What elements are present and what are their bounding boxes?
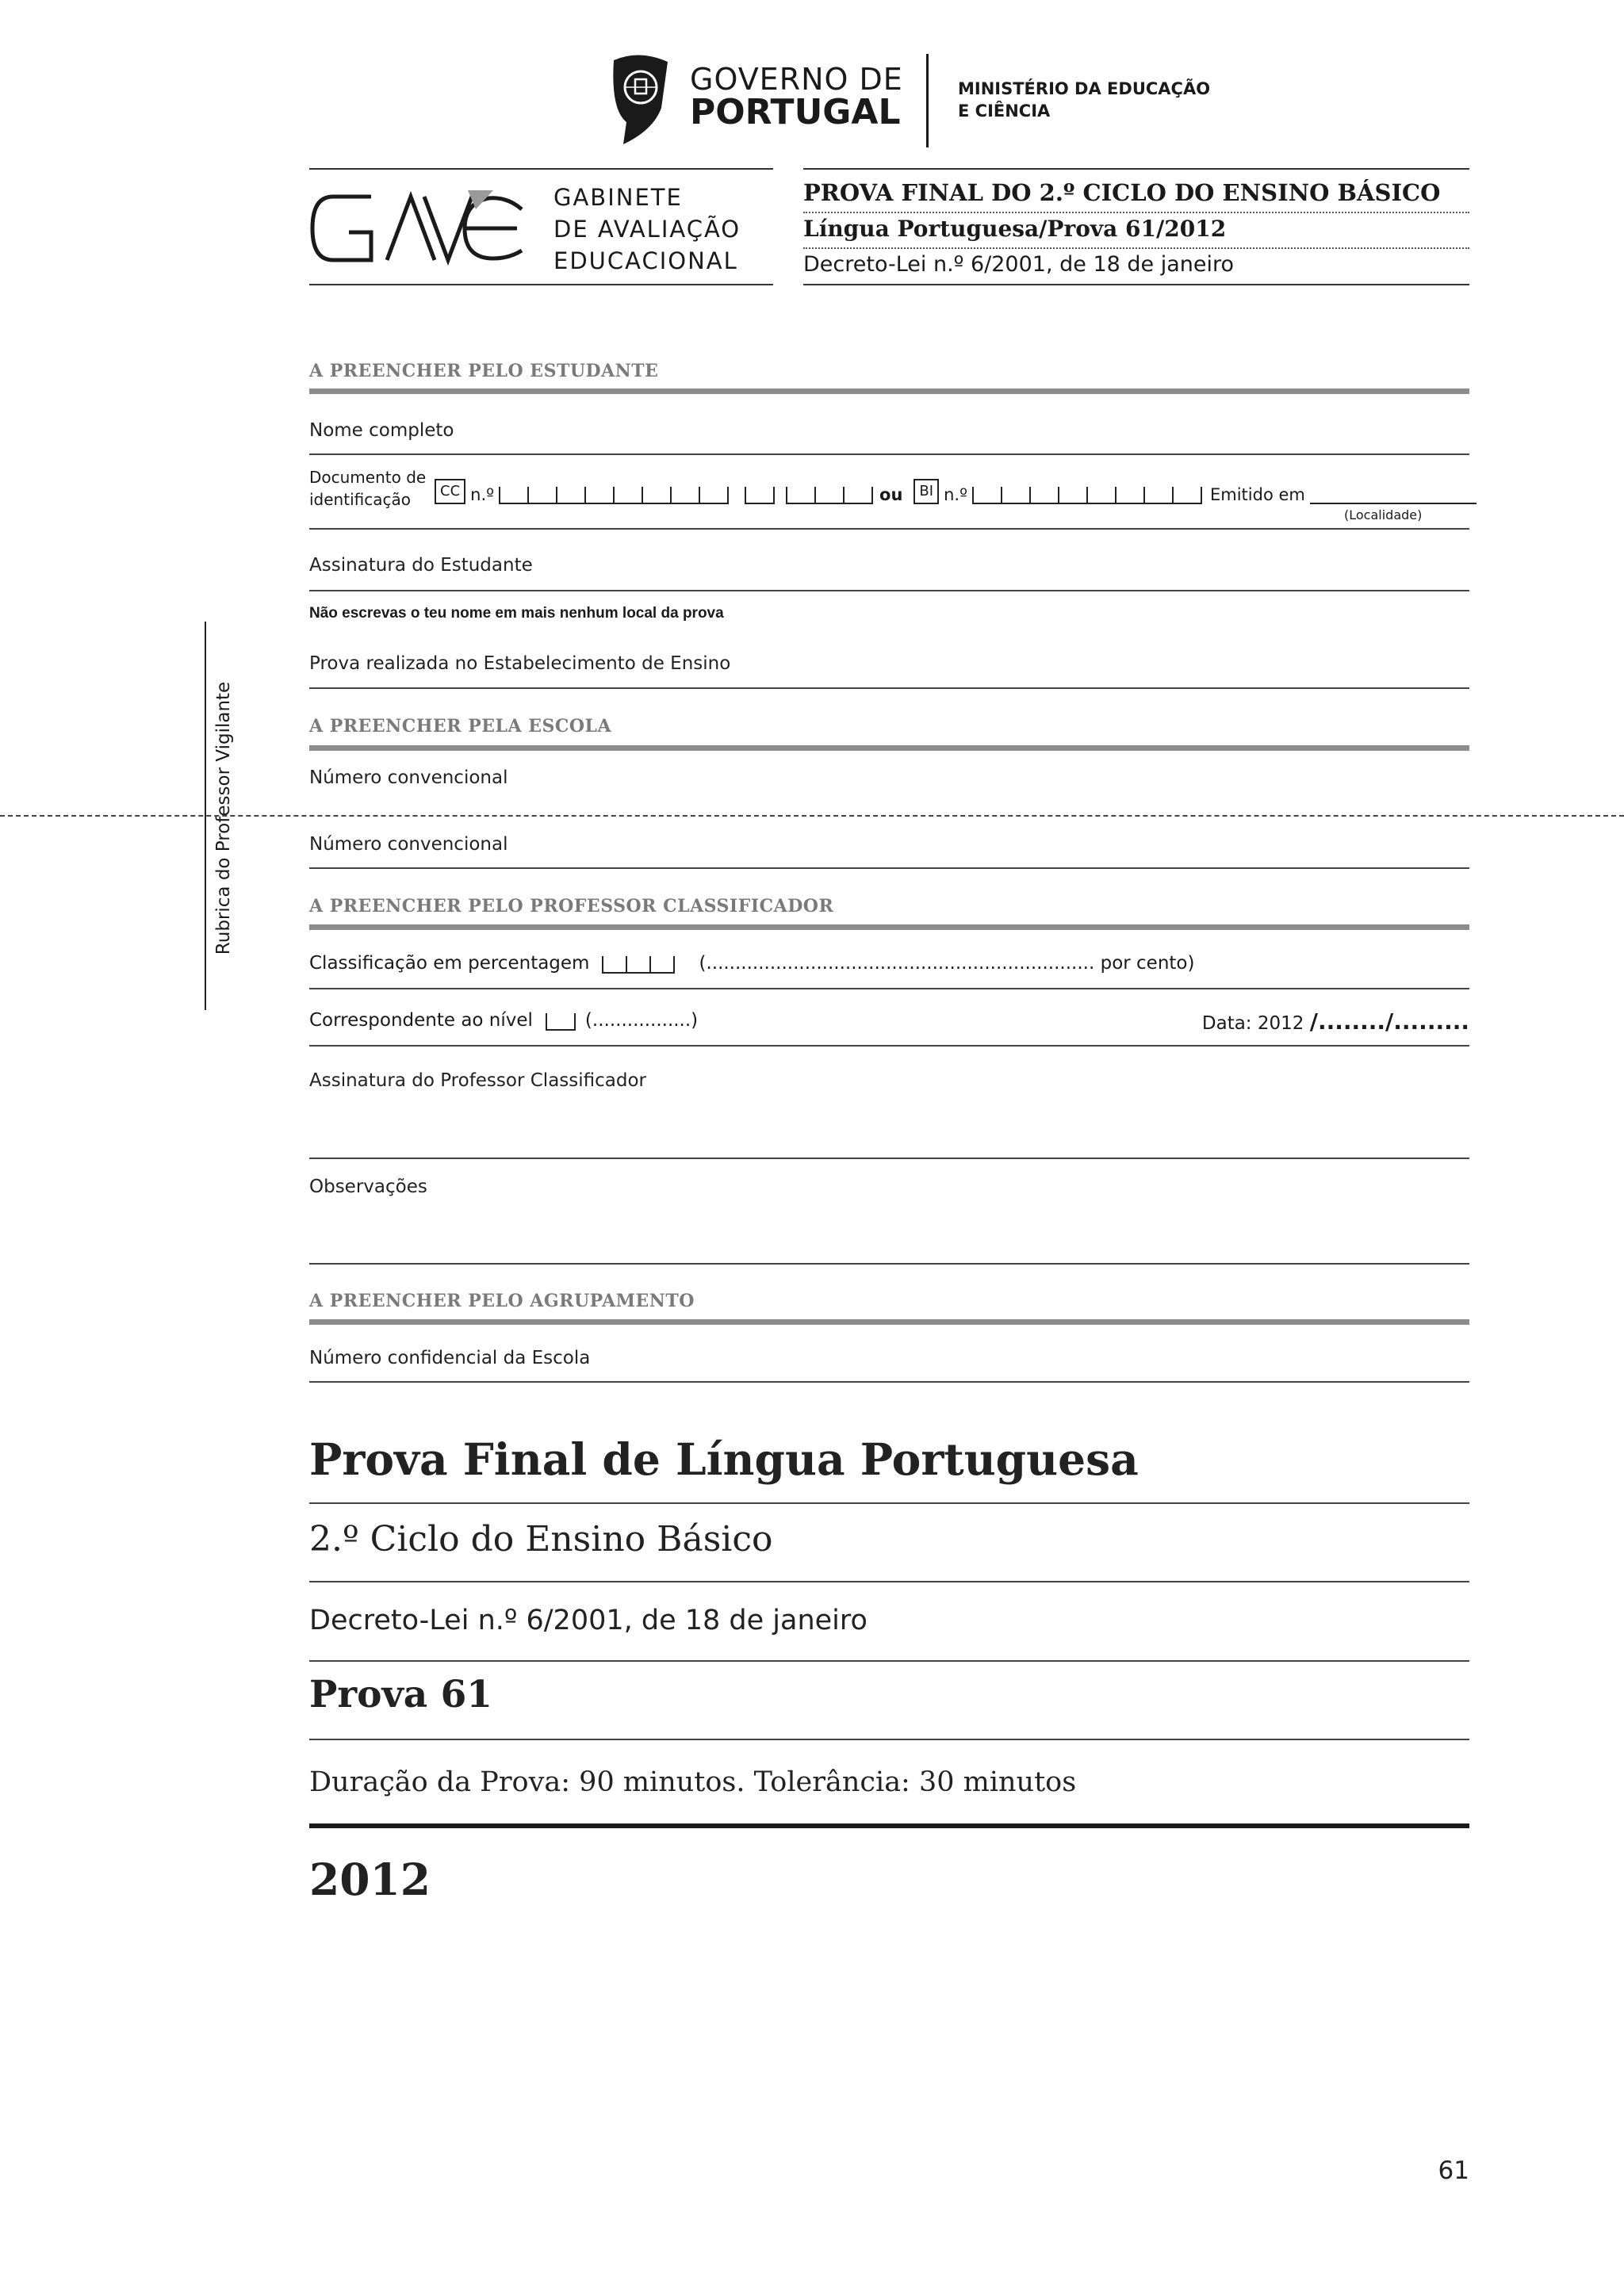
portugal-emblem-icon xyxy=(606,52,672,147)
exam-header-title: PROVA FINAL DO 2.º CICLO DO ENSINO BÁSICO xyxy=(803,179,1441,206)
section-title-student: A PREENCHER PELO ESTUDANTE xyxy=(309,361,659,381)
section-bar-student xyxy=(309,388,1469,394)
grader-signature-field[interactable] xyxy=(309,1158,1469,1159)
observations-field[interactable] xyxy=(309,1263,1469,1265)
gov-title-line1: GOVERNO DE xyxy=(690,62,903,97)
exam-header-decree: Decreto-Lei n.º 6/2001, de 18 de janeiro xyxy=(803,252,1235,277)
cover-duration: Duração da Prova: 90 minutos. Tolerância: 30 minutos xyxy=(309,1766,1077,1798)
gave-text-line1: GABINETE xyxy=(553,184,683,211)
issued-in-label: Emitido em xyxy=(1209,485,1305,504)
exam-dotted-1 xyxy=(803,212,1469,213)
exam-top-rule xyxy=(803,168,1469,170)
full-name-label: Nome completo xyxy=(309,420,454,441)
exam-bottom-rule xyxy=(803,284,1469,285)
ministry-line1: MINISTÉRIO DA EDUCAÇÃO xyxy=(958,79,1211,98)
conventional-number-2-label: Número convencional xyxy=(309,834,508,855)
date-label: Data: 2012 xyxy=(1201,1013,1304,1034)
cc-box[interactable]: CC xyxy=(435,479,465,504)
cover-rule-thick xyxy=(309,1823,1469,1828)
school-field[interactable] xyxy=(309,687,1469,689)
full-name-field[interactable] xyxy=(309,453,1469,455)
gave-logo-icon xyxy=(309,189,525,268)
percentage-words[interactable]: (................................................................... por cento) xyxy=(699,953,1195,974)
confidential-number-field[interactable] xyxy=(309,1381,1469,1383)
percentage-row xyxy=(309,953,1194,974)
cc-number-label: n.º xyxy=(470,485,495,504)
exam-header-subject: Língua Portuguesa/Prova 61/2012 xyxy=(803,216,1227,242)
doc-label-line2: identificação xyxy=(309,490,411,509)
level-box[interactable] xyxy=(546,1013,576,1031)
observations-label: Observações xyxy=(309,1177,427,1197)
cut-line xyxy=(0,815,1624,817)
doc-label-line1: Documento de xyxy=(309,468,427,487)
gave-logo xyxy=(309,189,525,268)
page-number: 61 xyxy=(1438,2156,1469,2185)
cover-rule-1 xyxy=(309,1502,1469,1504)
date-row xyxy=(1202,1008,1469,1035)
confidential-number-label: Número confidencial da Escola xyxy=(309,1348,591,1368)
bi-number-label: n.º xyxy=(944,485,967,504)
student-signature-label: Assinatura do Estudante xyxy=(309,555,533,576)
ministry-line2: E CIÊNCIA xyxy=(958,101,1051,121)
section-bar-group xyxy=(309,1319,1469,1325)
gave-text-line2: DE AVALIAÇÃO xyxy=(553,216,741,243)
level-words[interactable]: (.................) xyxy=(584,1010,699,1031)
cc-check-boxes-2[interactable] xyxy=(786,487,873,504)
percentage-label: Classificação em percentagem xyxy=(309,953,590,974)
cover-title: Prova Final de Língua Portuguesa xyxy=(309,1433,1139,1485)
conventional-number-rule[interactable] xyxy=(309,867,1469,869)
gov-title-line2: PORTUGAL xyxy=(690,92,901,132)
section-title-group: A PREENCHER PELO AGRUPAMENTO xyxy=(309,1291,695,1311)
or-label: ou xyxy=(879,485,903,504)
gave-top-rule xyxy=(309,168,773,170)
issued-in-field[interactable] xyxy=(1310,487,1477,504)
student-signature-field[interactable] xyxy=(309,590,1469,591)
gave-bottom-rule xyxy=(309,284,773,285)
date-fill[interactable]: /......../......... xyxy=(1309,1008,1469,1035)
cover-decree: Decreto-Lei n.º 6/2001, de 18 de janeiro xyxy=(309,1605,868,1636)
cover-rule-4 xyxy=(309,1739,1469,1740)
section-bar-grader xyxy=(309,924,1469,930)
percentage-boxes[interactable] xyxy=(602,956,675,974)
cc-check-boxes-1[interactable] xyxy=(745,487,775,504)
document-id-row xyxy=(435,479,1477,504)
school-label: Prova realizada no Estabelecimento de Ensino xyxy=(309,653,731,674)
bi-number-boxes[interactable] xyxy=(972,487,1202,504)
cover-exam-number: Prova 61 xyxy=(309,1673,492,1716)
side-label-vigilante: Rubrica do Professor Vigilante xyxy=(213,681,234,955)
conventional-number-label: Número convencional xyxy=(309,767,508,788)
level-rule xyxy=(309,1045,1469,1047)
gov-logo xyxy=(606,52,672,147)
doc-id-rule xyxy=(309,528,1469,530)
cover-year: 2012 xyxy=(309,1854,431,1905)
cover-cycle: 2.º Ciclo do Ensino Básico xyxy=(309,1519,773,1559)
level-row xyxy=(309,1010,698,1031)
grader-signature-label: Assinatura do Professor Classificador xyxy=(309,1070,646,1091)
section-title-grader: A PREENCHER PELO PROFESSOR CLASSIFICADOR xyxy=(309,896,834,916)
cover-rule-2 xyxy=(309,1581,1469,1582)
level-label: Correspondente ao nível xyxy=(309,1010,533,1031)
name-warning: Não escrevas o teu nome em mais nenhum local da prova xyxy=(309,605,724,622)
section-bar-school xyxy=(309,745,1469,751)
header-divider xyxy=(926,54,929,147)
section-title-school: A PREENCHER PELA ESCOLA xyxy=(309,716,612,737)
bi-box[interactable]: BI xyxy=(914,479,939,504)
exam-dotted-2 xyxy=(803,247,1469,249)
cc-number-boxes[interactable] xyxy=(499,487,729,504)
locality-caption: (Localidade) xyxy=(1344,507,1423,522)
cover-rule-3 xyxy=(309,1660,1469,1662)
percentage-rule xyxy=(309,988,1469,989)
gave-text-line3: EDUCACIONAL xyxy=(553,247,738,274)
